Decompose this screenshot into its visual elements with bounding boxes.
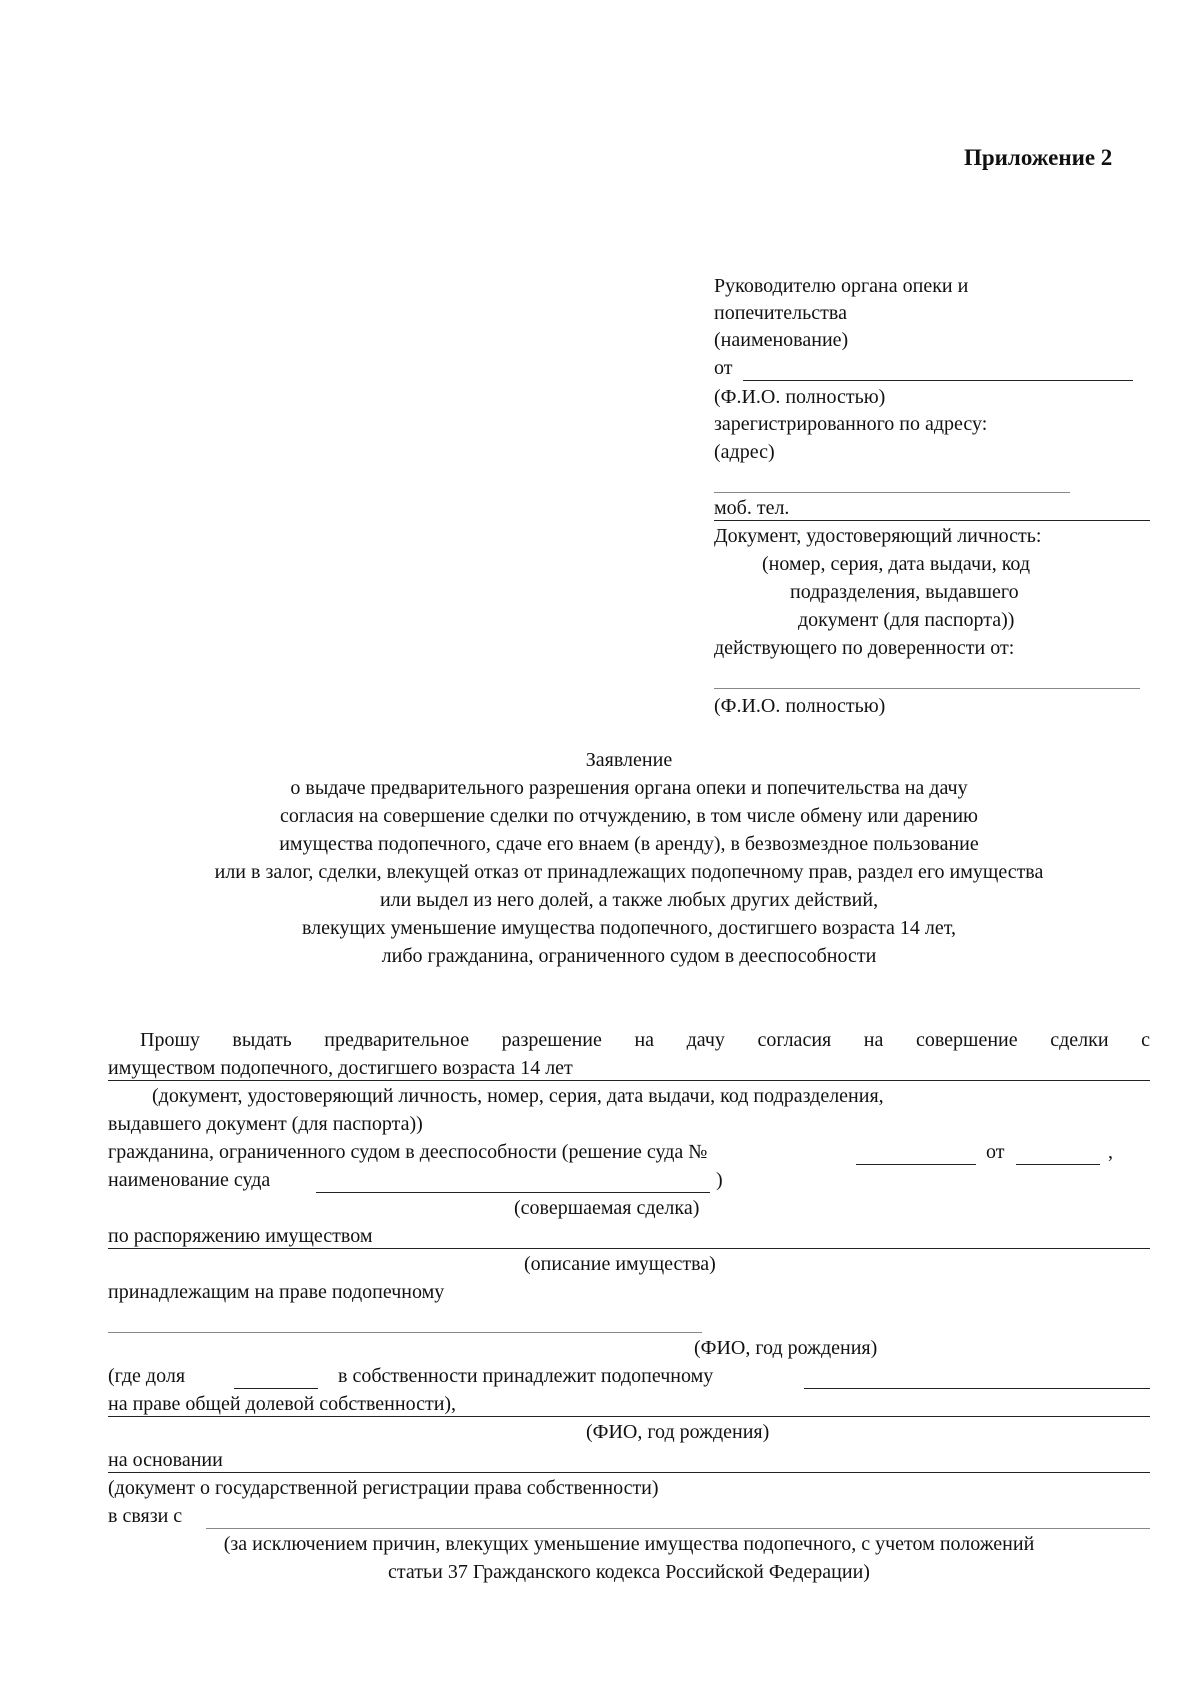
shared-ownership-label: на праве общей долевой собственности), <box>108 1393 457 1415</box>
heading-line: или выдел из него долей, а также любых других действий, <box>379 889 879 911</box>
heading-line: влекущих уменьшение имущества подопечного, достигшего возраста 14 лет, <box>302 917 956 939</box>
court-decision-label: гражданина, ограниченного судом в дееспособности (решение суда № <box>108 1141 708 1163</box>
reason-field[interactable] <box>206 1506 1150 1529</box>
property-caption: (описание имущества) <box>524 1253 716 1275</box>
share-field[interactable] <box>234 1366 318 1389</box>
share-label: (где доля <box>108 1365 186 1387</box>
owner-field[interactable] <box>108 1310 702 1333</box>
court-name-label: наименование суда <box>108 1169 271 1191</box>
word: сделки <box>1050 1029 1109 1051</box>
word: разрешение <box>501 1029 602 1051</box>
word: на <box>634 1029 655 1051</box>
basis-label: на основании <box>108 1449 223 1471</box>
id-doc-label: Документ, удостоверяющий личность: <box>714 525 1042 547</box>
mobile-label: моб. тел. <box>714 497 790 519</box>
fio-caption: (Ф.И.О. полностью) <box>714 386 886 408</box>
mobile-field[interactable] <box>714 498 1150 521</box>
reason-label: в связи с <box>108 1505 183 1527</box>
fio-year-caption-1: (ФИО, год рождения) <box>694 1337 878 1359</box>
word: Прошу <box>140 1029 200 1051</box>
id-doc-hint-1: (номер, серия, дата выдачи, код <box>762 553 1031 575</box>
disposal-label: по распоряжению имуществом <box>108 1225 373 1247</box>
addressee-line-3: (наименование) <box>714 329 849 351</box>
proxy-field[interactable] <box>714 666 1140 689</box>
heading-line: согласия на совершение сделки по отчуждению, в том числе обмену или дарению <box>279 805 979 827</box>
proxy-fio-caption: (Ф.И.О. полностью) <box>714 695 886 717</box>
heading-line: или в залог, сделки, влекущей отказ от принадлежащих подопечному прав, раздел его имущества <box>214 861 1044 883</box>
court-from-label: от <box>986 1141 1005 1163</box>
word: дачу <box>686 1029 725 1051</box>
court-decision-number-field[interactable] <box>856 1142 976 1165</box>
registered-label: зарегистрированного по адресу: <box>714 413 988 435</box>
address-field[interactable] <box>714 470 1070 493</box>
word: выдать <box>232 1029 292 1051</box>
appendix-title: Приложение 2 <box>964 145 1113 170</box>
proxy-label: действующего по доверенности от: <box>714 637 1015 659</box>
heading-line: о выдаче предварительного разрешения органа опеки и попечительства на дачу <box>290 777 968 799</box>
doc-hint-2: выдавшего документ (для паспорта)) <box>108 1113 423 1135</box>
court-name-field[interactable] <box>316 1170 710 1193</box>
basis-field[interactable] <box>108 1450 1150 1473</box>
share-owner-label: в собственности принадлежит подопечному <box>338 1365 714 1387</box>
owned-label: принадлежащим на праве подопечному <box>108 1281 445 1303</box>
word: совершение <box>915 1029 1018 1051</box>
court-decision-date-field[interactable] <box>1016 1142 1100 1165</box>
from-name-field[interactable] <box>743 358 1133 381</box>
shared-ownership-field[interactable] <box>108 1394 1150 1417</box>
share-owner-field[interactable] <box>804 1366 1150 1389</box>
request-paragraph-line-1 <box>140 1028 1150 1052</box>
doc-hint-1: (документ, удостоверяющий личность, номер, серия, дата выдачи, код подразделения, <box>152 1085 884 1107</box>
request-paragraph-line-2: имуществом подопечного, достигшего возраста 14 лет <box>108 1057 573 1079</box>
exception-line-2: статьи 37 Гражданского кодекса Российской Федерации) <box>388 1561 870 1583</box>
id-doc-hint-2: подразделения, выдавшего <box>790 581 1019 603</box>
request-field[interactable] <box>108 1058 1150 1081</box>
exception-line-1: (за исключением причин, влекущих уменьшение имущества подопечного, с учетом положений <box>223 1533 1035 1555</box>
from-label: от <box>714 357 733 379</box>
word: предварительное <box>324 1029 470 1051</box>
addressee-line-2: попечительства <box>714 302 847 324</box>
address-caption: (адрес) <box>714 441 775 463</box>
disposal-field[interactable] <box>108 1226 1150 1249</box>
statement-title: Заявление <box>585 749 673 771</box>
word: на <box>863 1029 884 1051</box>
deal-caption: (совершаемая сделка) <box>514 1197 700 1219</box>
heading-line: либо гражданина, ограниченного судом в дееспособности <box>381 945 877 967</box>
registration-caption: (документ о государственной регистрации права собственности) <box>108 1477 659 1499</box>
id-doc-hint-3: документ (для паспорта)) <box>798 609 1015 631</box>
heading-line: имущества подопечного, сдаче его внаем (в аренду), в безвозмездное пользование <box>279 833 979 855</box>
court-comma: , <box>1108 1141 1113 1163</box>
word: согласия <box>757 1029 832 1051</box>
addressee-line-1: Руководителю органа опеки и <box>714 275 969 297</box>
court-close-paren: ) <box>716 1169 723 1191</box>
fio-year-caption-2: (ФИО, год рождения) <box>586 1421 770 1443</box>
word: с <box>1141 1029 1150 1051</box>
